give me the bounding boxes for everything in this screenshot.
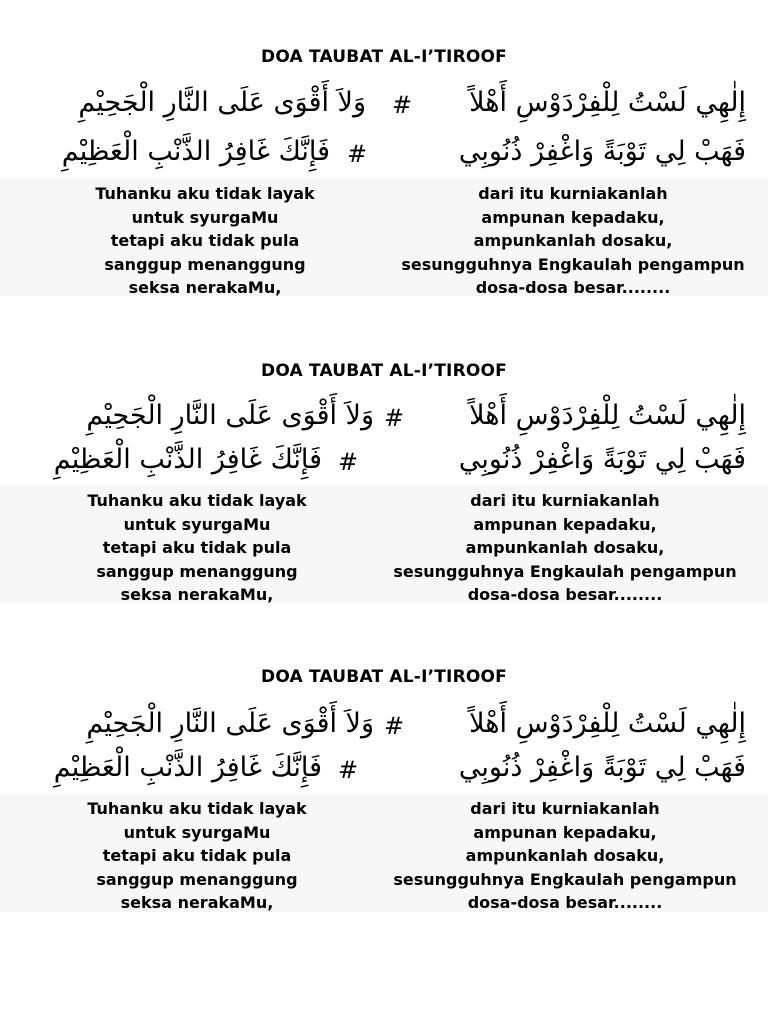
translation-right	[376, 797, 754, 915]
arabic-separator: #	[384, 404, 405, 432]
translation-right	[376, 489, 754, 607]
translation-left	[52, 797, 342, 915]
translation-right-line: dari itu kurniakanlah	[478, 184, 668, 203]
arabic-separator: #	[338, 756, 359, 784]
translation-right-line: sesungguhnya Engkaulah pengampun	[393, 869, 737, 889]
translation-left-line: Tuhanku aku tidak layak	[87, 799, 307, 818]
translation-left-line: sanggup menanggung	[96, 869, 298, 889]
translation-right-line: dosa-dosa besar........	[475, 278, 671, 298]
translation-left-line: tetapi aku tidak pula	[102, 846, 292, 866]
arabic-line2-right: فَهَبْ لِي تَوْبَةً وَاغْفِرْ ذُنُوبِي	[458, 444, 746, 475]
doa-title: DOA TAUBAT AL-I’TIROOF	[261, 361, 507, 381]
translation-right	[384, 182, 762, 300]
translation-right-line: ampunan kepadaku,	[473, 514, 657, 534]
arabic-line1-left: وَلاَ أَقْوَى عَلَى النَّارِ الْجَحِيْمِ	[78, 87, 366, 118]
translation-left-line: sanggup menanggung	[96, 561, 298, 581]
translation-left-line: sanggup menanggung	[104, 254, 306, 274]
arabic-separator: #	[338, 448, 359, 476]
arabic-line2-left: فَإِنَّكَ غَافِرُ الذَّنْبِ الْعَظِيْمِ	[53, 444, 322, 475]
translation-right-line: ampunkanlah dosaku,	[465, 846, 665, 866]
arabic-line1-right: إِلٰهِي لَسْتُ لِلْفِرْدَوْسِ أَهْلاً	[469, 708, 746, 739]
arabic-line2-left: فَإِنَّكَ غَافِرُ الذَّنْبِ الْعَظِيْمِ	[61, 136, 330, 167]
translation-right-line: dosa-dosa besar........	[467, 585, 663, 605]
translation-left-line: untuk syurgaMu	[123, 822, 271, 842]
translation-left-line: untuk syurgaMu	[123, 514, 271, 534]
translation-left-line: tetapi aku tidak pula	[102, 538, 292, 558]
translation-right-line: ampunkanlah dosaku,	[473, 231, 673, 251]
arabic-separator: #	[384, 712, 405, 740]
doa-block-1	[0, 0, 768, 300]
arabic-separator: #	[347, 140, 368, 168]
doa-title: DOA TAUBAT AL-I’TIROOF	[261, 47, 507, 67]
doa-block-2	[0, 309, 768, 609]
arabic-line1-left: وَلاَ أَقْوَى عَلَى النَّارِ الْجَحِيْمِ	[86, 400, 374, 431]
translation-right-line: dosa-dosa besar........	[467, 893, 663, 913]
arabic-line1-right: إِلٰهِي لَسْتُ لِلْفِرْدَوْسِ أَهْلاً	[469, 400, 746, 431]
translation-right-line: dari itu kurniakanlah	[470, 799, 660, 818]
translation-left-line: tetapi aku tidak pula	[110, 231, 300, 251]
translation-right-line: dari itu kurniakanlah	[470, 491, 660, 510]
translation-left-line: Tuhanku aku tidak layak	[87, 491, 307, 510]
arabic-line2-right: فَهَبْ لِي تَوْبَةً وَاغْفِرْ ذُنُوبِي	[458, 752, 746, 783]
translation-left-line: seksa nerakaMu,	[128, 278, 282, 298]
translation-left	[52, 489, 342, 607]
translation-right-line: sesungguhnya Engkaulah pengampun	[401, 254, 745, 274]
translation-left	[60, 182, 350, 300]
arabic-line2-right: فَهَبْ لِي تَوْبَةً وَاغْفِرْ ذُنُوبِي	[458, 136, 746, 167]
translation-left-line: seksa nerakaMu,	[120, 585, 274, 605]
arabic-line1-left: وَلاَ أَقْوَى عَلَى النَّارِ الْجَحِيْمِ	[86, 708, 374, 739]
translation-left-line: Tuhanku aku tidak layak	[95, 184, 315, 203]
translation-right-line: ampunkanlah dosaku,	[465, 538, 665, 558]
doa-block-3	[0, 617, 768, 917]
translation-left-line: untuk syurgaMu	[131, 207, 279, 227]
arabic-line2-left: فَإِنَّكَ غَافِرُ الذَّنْبِ الْعَظِيْمِ	[53, 752, 322, 783]
arabic-line1-right: إِلٰهِي لَسْتُ لِلْفِرْدَوْسِ أَهْلاً	[469, 87, 746, 118]
arabic-separator: #	[392, 91, 413, 119]
translation-left-line: seksa nerakaMu,	[120, 893, 274, 913]
translation-right-line: ampunan kepadaku,	[481, 207, 665, 227]
translation-right-line: sesungguhnya Engkaulah pengampun	[393, 561, 737, 581]
doa-title: DOA TAUBAT AL-I’TIROOF	[261, 667, 507, 687]
translation-right-line: ampunan kepadaku,	[473, 822, 657, 842]
